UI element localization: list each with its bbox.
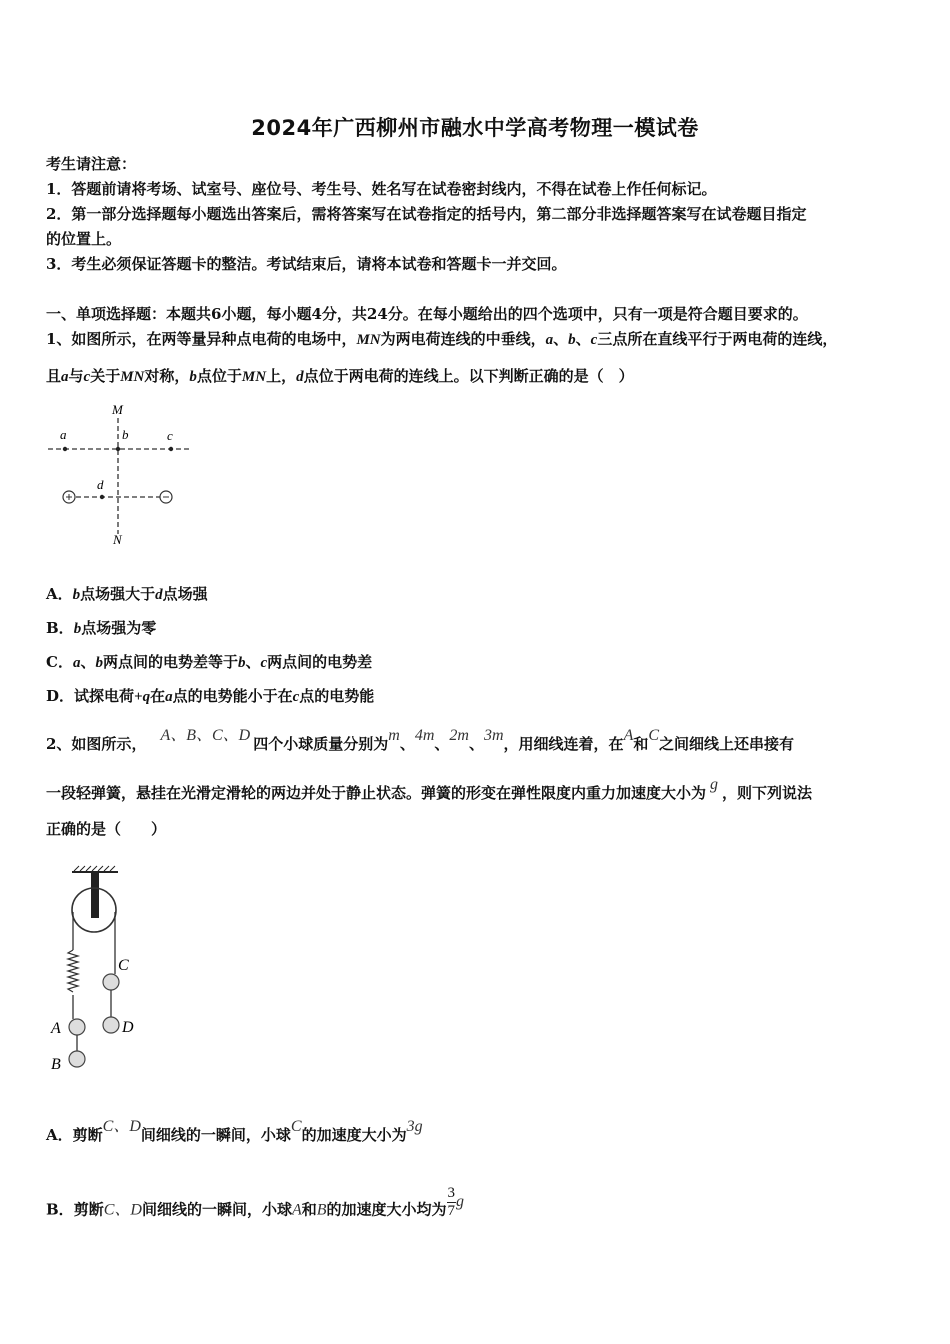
q1-text: 、	[575, 330, 591, 348]
q1-text: 点位于两电荷的连线上。以下判断正确的是（ ）	[303, 367, 634, 385]
pulley-axle	[91, 907, 97, 913]
ball-D	[103, 1017, 119, 1033]
q2-text: ，用细线连着，在	[503, 735, 624, 753]
q1-var-mn: MN	[356, 332, 381, 348]
q2-mass-4: 3m	[483, 727, 504, 744]
q1-option-a[interactable]	[46, 583, 208, 604]
q2-text: 2、如图所示，	[46, 735, 147, 753]
option-text: 两点间的电势差	[267, 653, 373, 671]
option-var: a	[165, 689, 173, 705]
option-text: 试探电荷	[74, 687, 135, 705]
point-b	[116, 447, 120, 451]
option-var: b	[237, 655, 246, 671]
notice-item-2: 2．第一部分选择题每小题选出答案后，需将答案写在试卷指定的括号内，第二部分非选择题答案写在试卷题目指定	[46, 205, 807, 223]
notice-heading: 考生请注意：	[46, 155, 137, 173]
option-var: +q	[134, 689, 151, 705]
option-var: C、D	[103, 1201, 142, 1219]
label-A: A	[51, 1020, 61, 1037]
q1-text: 三点所在直线平行于两电荷的连线，	[597, 330, 838, 348]
option-var: b	[95, 655, 103, 671]
q2-text: 和	[633, 735, 649, 753]
q2-stem-line1	[46, 727, 795, 754]
q1-var-b: b	[568, 332, 576, 348]
q1-var-mn: MN	[120, 369, 145, 385]
option-label: A．	[46, 585, 73, 603]
option-text: 点场强为零	[81, 619, 157, 637]
option-label: B．	[46, 1200, 74, 1219]
q2-mass-2: 4m	[414, 727, 435, 744]
q1-stem-line1	[46, 328, 837, 349]
q1-var-a: a	[545, 332, 554, 348]
q2-mass-3: 2m	[449, 727, 469, 744]
q2-var-A: A	[623, 727, 634, 744]
point-c	[169, 447, 173, 451]
label-a: a	[60, 427, 67, 442]
option-text: 剪断	[73, 1200, 104, 1219]
option-label: A．	[46, 1126, 73, 1144]
option-text: 间细线的一瞬间，小球	[141, 1200, 292, 1219]
q1-text: 对称，	[144, 367, 190, 385]
label-M: M	[112, 402, 123, 417]
notice-item-3: 3．考生必须保证答题卡的整洁。考试结束后，请将本试卷和答题卡一并交回。	[46, 255, 567, 273]
label-D: D	[122, 1019, 134, 1036]
q1-text: 上，	[266, 367, 297, 385]
option-text: 点场强	[162, 585, 208, 603]
option-text: 和	[301, 1200, 317, 1219]
q1-text: 且	[46, 367, 62, 385]
q1-text: 1、如图所示，在两等量异种点电荷的电场中，	[46, 330, 357, 348]
notice-item-1: 1．答题前请将考场、试室号、座位号、考生号、姓名写在试卷密封线内，不得在试卷上作任何标记。	[46, 180, 717, 198]
q2-balls: A、B、C、D	[160, 727, 251, 744]
q1-var-a: a	[61, 369, 69, 385]
label-N: N	[113, 532, 122, 546]
q2-text: 、	[399, 735, 415, 753]
option-var: b	[72, 587, 81, 603]
option-text: 点的电势能小于在	[172, 687, 293, 705]
option-label: B．	[46, 619, 74, 637]
q2-mass-1: m	[388, 727, 400, 744]
ball-A	[69, 1019, 85, 1035]
q2-text: ，则下列说法	[722, 784, 813, 802]
option-text: 、	[80, 653, 96, 671]
label-c: c	[167, 428, 173, 443]
option-text: 点场强大于	[80, 585, 156, 603]
label-B: B	[51, 1056, 61, 1073]
q2-text: 四个小球质量分别为	[253, 735, 389, 753]
q1-var-mn: MN	[241, 369, 267, 385]
label-C: C	[118, 957, 129, 974]
page-title: 2024年广西柳州市融水中学高考物理一模试卷	[251, 116, 699, 140]
option-var: C、D	[102, 1118, 141, 1135]
option-text: 的加速度大小均为	[326, 1200, 447, 1219]
option-var: c	[292, 689, 300, 705]
q1-var-d: d	[296, 369, 304, 385]
q1-text: 点位于	[196, 367, 242, 385]
point-d	[100, 495, 104, 499]
q1-var-b: b	[189, 369, 197, 385]
point-a	[63, 447, 67, 451]
q2-text: 、	[468, 735, 484, 753]
option-var: b	[73, 621, 82, 637]
option-label: D．	[46, 687, 75, 705]
ball-C	[103, 974, 119, 990]
q1-text: 与	[68, 367, 84, 385]
q1-var-c: c	[590, 332, 598, 348]
option-var: d	[155, 587, 163, 603]
ceiling-hatching	[74, 866, 115, 871]
option-var: g	[456, 1192, 465, 1210]
fraction-numerator: 3	[447, 1185, 456, 1201]
q1-text: 、	[553, 330, 569, 348]
option-text: 间细线的一瞬间，小球	[140, 1126, 291, 1144]
option-var: 3g	[406, 1118, 423, 1135]
section-heading: 一、单项选择题：本题共6小题，每小题4分，共24分。在每小题给出的四个选项中，只有一项是符合题目要求的。	[46, 305, 808, 323]
option-text: 两点间的电势差等于	[102, 653, 238, 671]
option-text: 剪断	[72, 1126, 103, 1144]
q2-figure	[44, 860, 154, 1080]
label-b: b	[122, 427, 129, 442]
spring-icon	[68, 950, 78, 992]
q2-option-a[interactable]	[46, 1118, 423, 1145]
option-var: c	[260, 655, 268, 671]
option-var: C	[290, 1118, 302, 1135]
fraction-denominator: 7	[447, 1203, 456, 1219]
ball-B	[69, 1051, 85, 1067]
q2-option-b[interactable]	[46, 1185, 465, 1228]
q2-text: 之间细线上还串接有	[659, 735, 795, 753]
label-d: d	[97, 477, 104, 492]
fraction	[447, 1185, 457, 1220]
q1-option-d[interactable]	[46, 685, 374, 706]
option-var: a	[72, 655, 81, 671]
option-text: 在	[150, 687, 166, 705]
q1-text: 为两电荷连线的中垂线，	[380, 330, 546, 348]
q1-text: 关于	[90, 367, 121, 385]
option-text: 的加速度大小为	[301, 1126, 407, 1144]
q1-option-c[interactable]	[46, 651, 372, 672]
q1-figure	[40, 398, 200, 546]
q1-var-c: c	[83, 369, 91, 385]
q2-stem-line3: 正确的是（ ）	[46, 820, 167, 838]
notice-item-2-cont: 的位置上。	[46, 230, 122, 248]
option-text: 、	[245, 653, 261, 671]
q2-var-g: g	[710, 776, 719, 793]
q2-text: 、	[434, 735, 450, 753]
option-var: B	[316, 1201, 327, 1219]
option-var: A	[291, 1201, 302, 1219]
q1-stem-line2	[46, 365, 634, 386]
q1-option-b[interactable]	[46, 617, 156, 638]
q2-stem-line2	[46, 776, 813, 803]
option-text: 点的电势能	[299, 687, 375, 705]
q2-var-C: C	[648, 727, 660, 744]
option-label: C．	[46, 653, 73, 671]
q2-text: 一段轻弹簧，悬挂在光滑定滑轮的两边并处于静止状态。弹簧的形变在弹性限度内重力加速度大小为	[46, 784, 707, 802]
